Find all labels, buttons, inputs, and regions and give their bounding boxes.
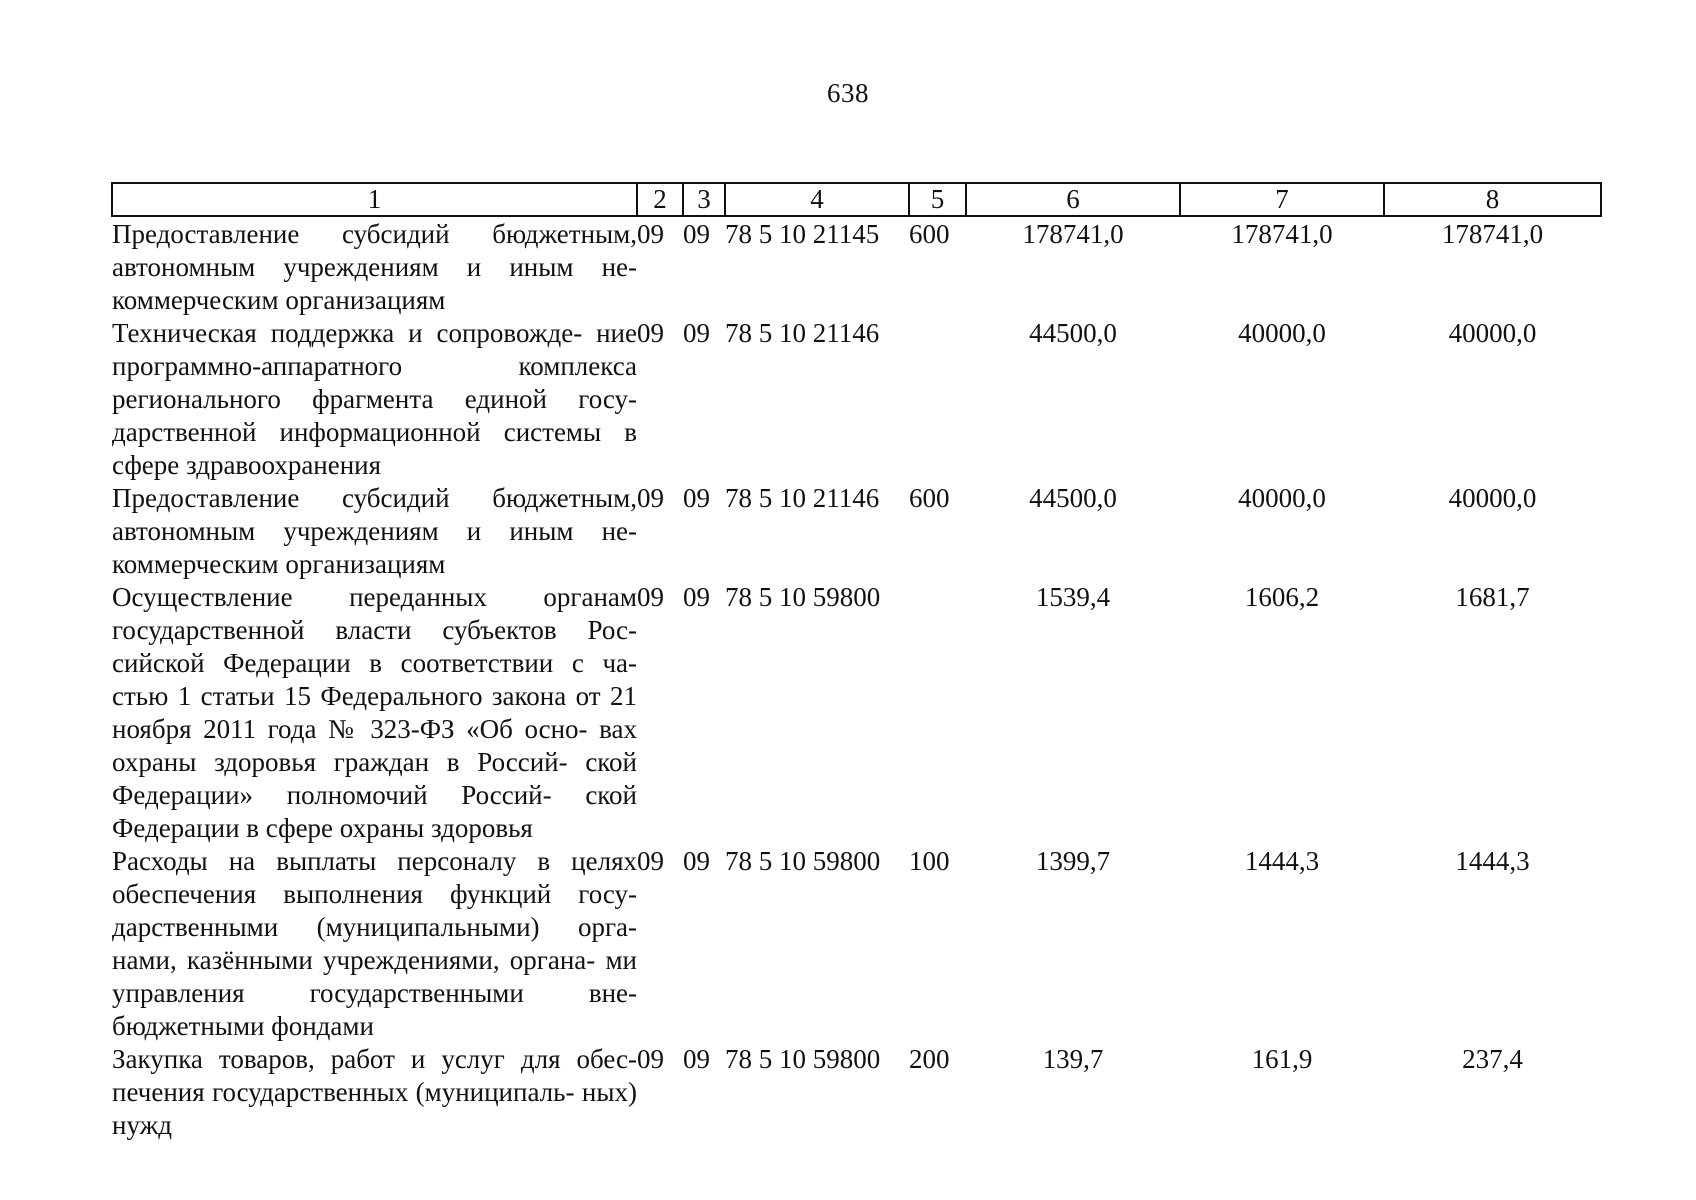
description-line: Техническая поддержка и сопровожде- (112, 318, 583, 348)
table-row (112, 482, 1601, 581)
amount-year-2: 161,9 (1251, 1044, 1313, 1074)
subsection-code: 09 (683, 846, 710, 876)
subsection-code: 09 (683, 1044, 710, 1074)
description-line: сфере здравоохранения (112, 450, 382, 480)
amount-year-1: 178741,0 (1022, 219, 1124, 249)
description-line: дарственными (муниципальными) орга- (112, 912, 637, 942)
amount-year-3: 178741,0 (1441, 219, 1544, 249)
row-description (112, 845, 637, 1043)
section-code: 09 (637, 318, 664, 348)
amount-year-3: 1681,7 (1455, 582, 1530, 612)
expense-type-code: 600 (909, 483, 950, 513)
expense-type-code (909, 581, 966, 845)
amount-year-2: 178741,0 (1231, 219, 1333, 249)
amount-year-2: 1606,2 (1244, 582, 1320, 612)
description-line: Осуществление переданных органам (112, 582, 637, 612)
description-line: 21 ноября 2011 года № 323-ФЗ «Об осно- (112, 681, 637, 744)
amount-year-1: 44500,0 (1029, 483, 1117, 513)
description-line: обеспечения выполнения функций госу- (112, 879, 637, 909)
description-line: сийской Федерации в соответствии с ча- (112, 648, 637, 678)
table-row (112, 845, 1601, 1043)
column-header: 7 (1180, 183, 1384, 216)
row-description (112, 317, 637, 482)
description-line: ных) нужд (112, 1077, 637, 1140)
target-article-code: 78 5 10 59800 (725, 1044, 881, 1074)
section-code: 09 (637, 582, 664, 612)
description-line: печения государственных (муниципаль- (112, 1077, 575, 1107)
expense-type-code: 100 (909, 846, 950, 876)
description-line: бюджетными фондами (112, 1011, 374, 1041)
column-header: 1 (112, 183, 637, 216)
subsection-code: 09 (683, 582, 710, 612)
target-article-code: 78 5 10 21145 (725, 219, 880, 249)
table-row (112, 1043, 1601, 1142)
description-line: коммерческим организациям (112, 549, 446, 579)
description-line: ми управления государственными вне- (112, 945, 637, 1008)
description-line: стью 1 статьи 15 Федерального закона от (112, 681, 601, 711)
amount-year-3: 1444,3 (1455, 846, 1530, 876)
table-header-row (112, 183, 1601, 216)
section-code: 09 (637, 846, 664, 876)
amount-year-2: 40000,0 (1238, 318, 1326, 348)
description-line: Закупка товаров, работ и услуг для обес- (112, 1044, 637, 1074)
column-header: 5 (909, 183, 966, 216)
target-article-code: 78 5 10 59800 (725, 846, 881, 876)
table-row (112, 216, 1601, 317)
table-body (112, 216, 1601, 1142)
expense-type-code: 200 (909, 1044, 950, 1074)
section-code: 09 (637, 483, 664, 513)
description-line: нами, казёнными учреждениями, органа- (112, 945, 596, 975)
description-line: автономным учреждениям и иным не- (112, 252, 637, 282)
column-header: 6 (966, 183, 1180, 216)
amount-year-1: 1539,4 (1035, 582, 1111, 612)
section-code: 09 (637, 1044, 664, 1074)
amount-year-3: 40000,0 (1448, 483, 1537, 513)
table-row (112, 581, 1601, 845)
amount-year-3: 237,4 (1462, 1044, 1523, 1074)
description-line: коммерческим организациям (112, 285, 446, 315)
row-description (112, 1043, 637, 1142)
amount-year-3: 40000,0 (1448, 318, 1537, 348)
row-description (112, 581, 637, 845)
description-line: Расходы на выплаты персоналу в целях (112, 846, 637, 876)
amount-year-2: 1444,3 (1244, 846, 1320, 876)
description-line: регионального фрагмента единой госу- (112, 384, 637, 414)
amount-year-1: 1399,7 (1035, 846, 1111, 876)
amount-year-1: 139,7 (1042, 1044, 1104, 1074)
description-line: вах охраны здоровья граждан в Россий- (112, 714, 638, 777)
description-line: ние программно-аппаратного комплекса (112, 318, 637, 381)
column-header: 2 (637, 183, 683, 216)
budget-table (111, 182, 1602, 1142)
amount-year-1: 44500,0 (1029, 318, 1117, 348)
target-article-code: 78 5 10 59800 (725, 582, 881, 612)
row-description (112, 482, 637, 581)
column-header: 8 (1384, 183, 1601, 216)
page-number: 638 (827, 78, 869, 108)
column-header: 4 (725, 183, 909, 216)
target-article-code: 78 5 10 21146 (725, 318, 880, 348)
description-line: ской Федерации» полномочий Россий- (112, 747, 637, 810)
subsection-code: 09 (683, 318, 710, 348)
target-article-code: 78 5 10 21146 (725, 483, 880, 513)
description-line: ской Федерации в сфере охраны здоровья (112, 780, 637, 843)
description-line: Предоставление субсидий бюджетным, (112, 219, 637, 249)
subsection-code: 09 (683, 483, 710, 513)
description-line: государственной власти субъектов Рос- (112, 615, 637, 645)
description-line: автономным учреждениям и иным не- (112, 516, 637, 546)
expense-type-code: 600 (909, 219, 950, 249)
amount-year-2: 40000,0 (1238, 483, 1326, 513)
table-row (112, 317, 1601, 482)
column-header: 3 (683, 183, 725, 216)
section-code: 09 (637, 219, 664, 249)
row-description (112, 216, 637, 317)
subsection-code: 09 (683, 219, 710, 249)
description-line: Предоставление субсидий бюджетным, (112, 483, 637, 513)
description-line: дарственной информационной системы в (112, 417, 637, 447)
expense-type-code (909, 317, 966, 482)
